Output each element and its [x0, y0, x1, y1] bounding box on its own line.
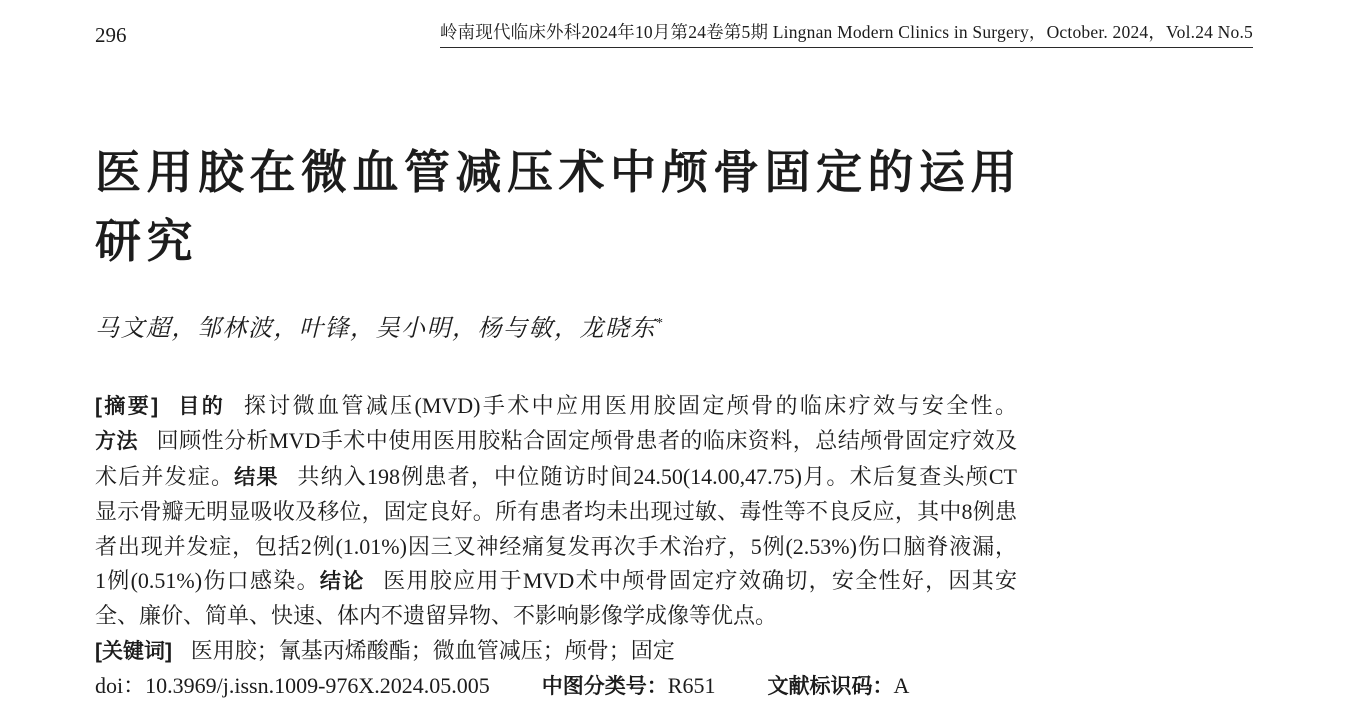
abstract-block [95, 389, 1017, 705]
abstract-line-6 [95, 564, 1017, 599]
journal-header-line: 岭南现代临床外科2024年10月第24卷第5期 Lingnan Modern Clinics in Surgery，October. 2024，Vol.24 No.5 [440, 20, 1253, 48]
text-run: 医用胶；氰基丙烯酸酯；微血管减压；颅骨；固定 [190, 637, 675, 663]
text-run: 1例(0.51%)伤口感染。 [95, 568, 320, 594]
meta-line [95, 669, 1017, 704]
text-run: 术后并发症。 [95, 463, 235, 489]
abstract-line-5 [95, 530, 1017, 564]
article-title-line-1: 医用胶在微血管减压术中颅骨固定的运用 [95, 147, 1022, 198]
abstract-line-7 [95, 599, 1017, 633]
abstract-line-4 [95, 495, 1017, 529]
text-run: 探讨微血管减压(MVD)手术中应用医用胶固定颅骨的临床疗效与安全性。 [243, 393, 1017, 418]
section-label: 中图分类号： [541, 675, 668, 699]
corresponding-author-mark: * [656, 316, 665, 331]
text-run: A [893, 673, 910, 699]
article-title-line-2: 研究 [95, 216, 198, 267]
text-run: doi：10.3969/j.issn.1009-976X.2024.05.005 [95, 673, 490, 699]
text-run: R651 [667, 673, 716, 699]
abstract-line-1 [95, 389, 1017, 424]
section-label: [关键词] [95, 639, 172, 663]
keywords-line [95, 634, 1017, 669]
text-run: 显示骨瓣无明显吸收及移位，固定良好。所有患者均未出现过敏、毒性等不良反应，其中8例患 [95, 499, 1017, 525]
section-label: 目的 [175, 395, 226, 418]
text-run: 全、廉价、简单、快速、体内不遗留异物、不影响影像学成像等优点。 [95, 603, 778, 629]
text-run: 回顾性分析MVD手术中使用医用胶粘合固定颅骨患者的临床资料，总结颅骨固定疗效及 [156, 428, 1018, 454]
article-title [95, 138, 1025, 276]
abstract-line-3 [95, 460, 1017, 495]
author-names: 马文超，邹林波，叶锋，吴小明，杨与敏，龙晓东 [95, 316, 656, 342]
abstract-line-2 [95, 424, 1017, 459]
running-head [95, 20, 1253, 48]
page-number: 296 [95, 23, 127, 47]
section-label: 方法 [95, 430, 138, 454]
text-run: 共纳入198例患者，中位随访时间24.50(14.00,47.75)月。术后复查头颅CT [297, 463, 1017, 489]
text-run: 医用胶应用于MVD术中颅骨固定疗效确切，安全性好，因其安 [383, 568, 1018, 594]
section-label: [摘要] [95, 395, 159, 418]
section-label: 结论 [319, 570, 365, 594]
authors-line [95, 308, 1253, 343]
section-label: 结果 [234, 465, 279, 489]
section-label: 文献标识码： [767, 675, 894, 699]
text-run: 者出现并发症，包括2例(1.01%)因三叉神经痛复发再次手术治疗，5例(2.53%)伤口脑脊液漏， [95, 533, 1017, 559]
